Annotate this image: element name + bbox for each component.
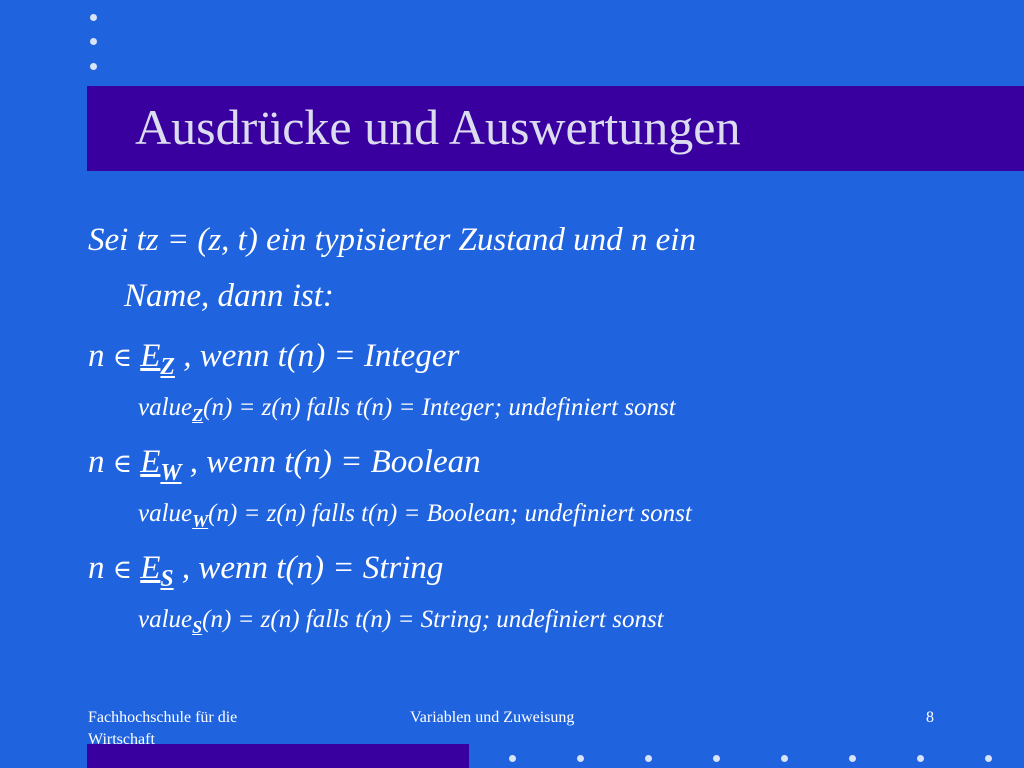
- decor-dot: [645, 755, 652, 762]
- page-number: 8: [926, 709, 934, 726]
- rule-condition: , wenn t(n) = String: [181, 550, 444, 586]
- decor-dot: [713, 755, 720, 762]
- rule-var: n: [88, 444, 105, 480]
- value-prefix: value: [138, 500, 193, 527]
- footer-institution-line-1: Fachhochschule für die: [88, 709, 238, 726]
- decor-dot: [985, 755, 992, 762]
- set-subscript: W: [160, 460, 182, 487]
- rule-condition: , wenn t(n) = Boolean: [189, 444, 481, 480]
- slide-title: Ausdrücke und Auswertungen: [135, 99, 741, 155]
- rule-line-boolean: [88, 444, 481, 487]
- footer-institution-line-2: Wirtschaft: [88, 731, 155, 748]
- value-text: (n) = z(n) falls t(n) = Integer; undefiniert sonst: [203, 394, 676, 421]
- value-line-boolean: [138, 500, 692, 532]
- element-of-icon: ∈: [112, 343, 132, 373]
- value-subscript: Z: [192, 405, 204, 426]
- value-subscript: S: [192, 617, 203, 638]
- value-text: (n) = z(n) falls t(n) = String; undefiniert sonst: [202, 606, 664, 633]
- value-line-string: [138, 606, 664, 638]
- decor-dot: [509, 755, 516, 762]
- rule-line-integer: [88, 338, 460, 381]
- value-prefix: value: [138, 606, 193, 633]
- decor-dot: [917, 755, 924, 762]
- value-subscript: W: [192, 511, 209, 532]
- set-letter: E: [140, 338, 161, 374]
- value-line-integer: [138, 394, 676, 426]
- rule-var: n: [88, 550, 105, 586]
- value-text: (n) = z(n) falls t(n) = Boolean; undefiniert sonst: [208, 500, 692, 527]
- decor-dot: [849, 755, 856, 762]
- intro-line-1: Sei tz = (z, t) ein typisierter Zustand und n ein: [88, 222, 696, 258]
- value-prefix: value: [138, 394, 193, 421]
- element-of-icon: ∈: [112, 449, 132, 479]
- footer-center: Variablen und Zuweisung: [410, 709, 575, 726]
- set-subscript: S: [160, 566, 174, 593]
- set-letter: E: [140, 550, 161, 586]
- rule-line-string: [88, 550, 444, 593]
- decor-dot: [577, 755, 584, 762]
- rule-var: n: [88, 338, 105, 374]
- rule-condition: , wenn t(n) = Integer: [183, 338, 460, 374]
- footer-left: [88, 707, 237, 751]
- set-letter: E: [140, 444, 161, 480]
- element-of-icon: ∈: [112, 555, 132, 585]
- set-subscript: Z: [160, 354, 175, 381]
- decor-dot: [781, 755, 788, 762]
- intro-line-2: Name, dann ist:: [124, 278, 334, 314]
